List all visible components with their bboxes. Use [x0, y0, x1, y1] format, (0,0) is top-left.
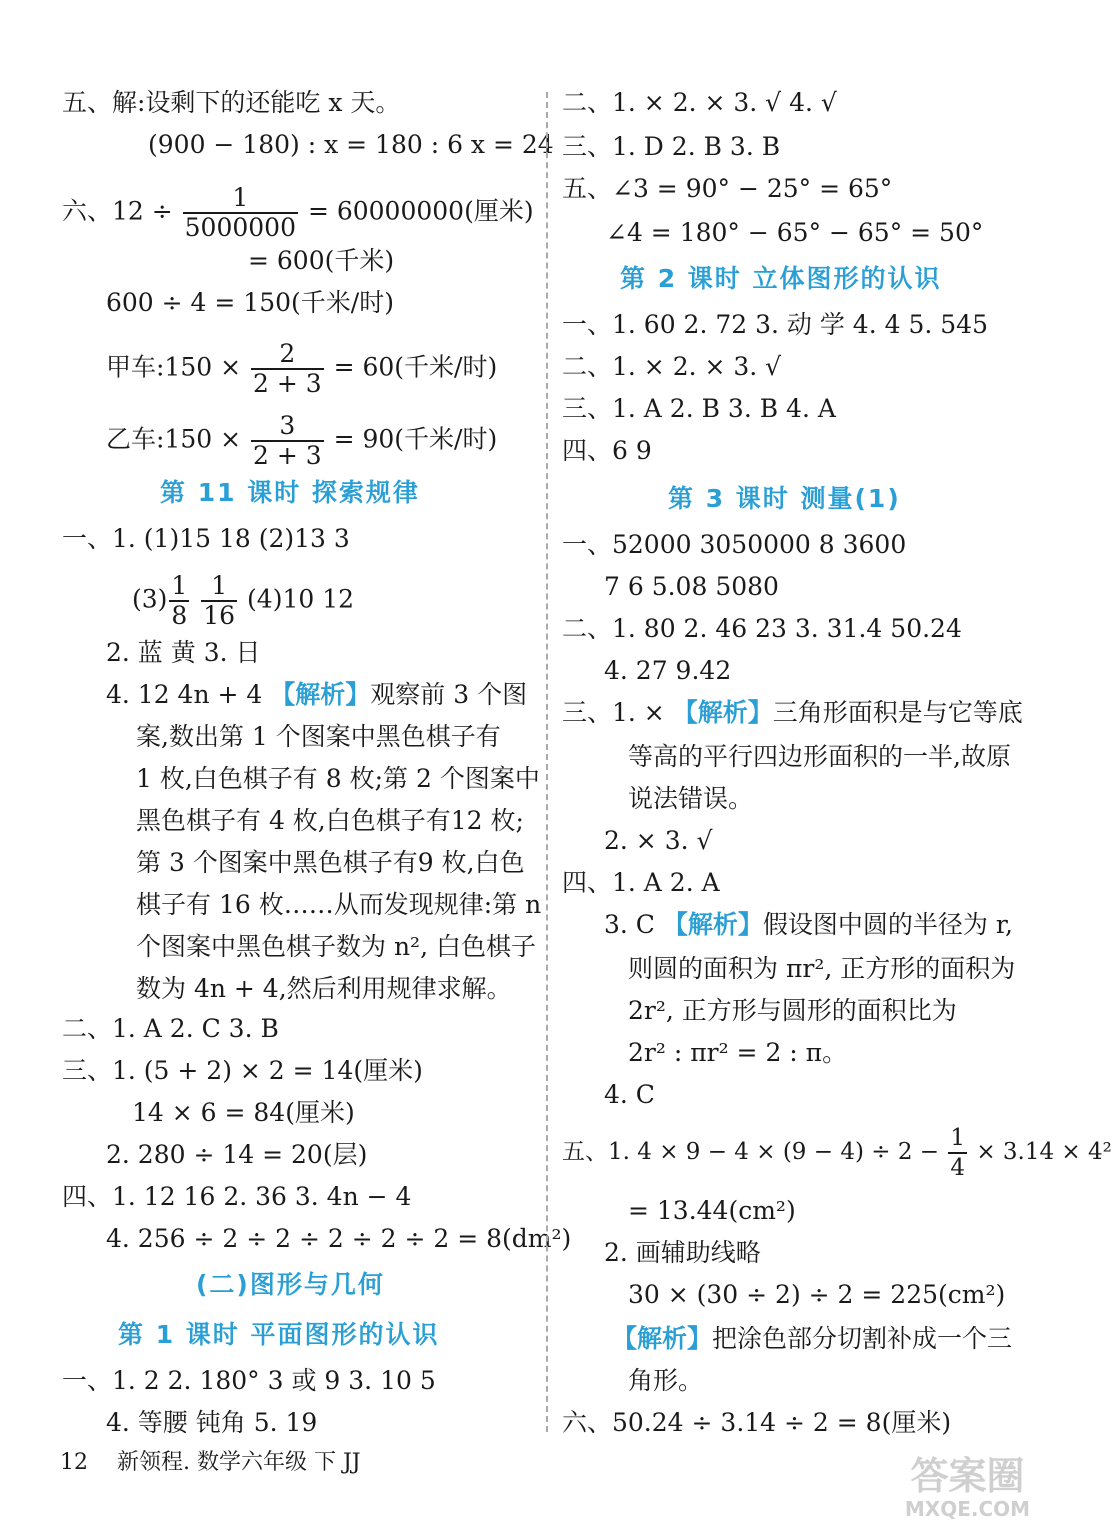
answer-6-line-3: 600 ÷ 4 = 150(千米/时) — [106, 288, 394, 317]
answer-6-line-4: 甲车:150 × $\frac{2}{2 + 3}$ = 60(千米/时) — [106, 339, 498, 398]
answer-line: 五、∠3 = 90° − 25° = 65° — [562, 174, 893, 203]
answer-line-analysis: 3. C 【解析】假设图中圆的半径为 r, — [604, 910, 1013, 939]
page-footer — [60, 1445, 361, 1476]
answer-line: 4. 等腰 钝角 5. 19 — [106, 1408, 318, 1437]
answer-line: 2. 蓝 黄 3. 日 — [106, 638, 261, 667]
fraction: $\frac{2}{2 + 3}$ — [252, 339, 322, 398]
analysis-text: 等高的平行四边形面积的一半,故原 — [628, 742, 1011, 771]
analysis-text: 角形。 — [628, 1366, 704, 1395]
answer-line: 三、1. (5 + 2) × 2 = 14(厘米) — [62, 1056, 423, 1085]
answer-line: 四、6 9 — [562, 436, 652, 465]
analysis-text: 2r², 正方形与圆形的面积比为 — [628, 996, 957, 1025]
answer-line: 二、1. × 2. × 3. √ 4. √ — [562, 88, 837, 117]
fraction: $\frac{1}{5000000}$ — [184, 183, 296, 242]
answer-6-line-2: = 600(千米) — [248, 246, 395, 275]
fraction: $\frac{1}{4}$ — [950, 1125, 966, 1181]
answer-line: ∠4 = 180° − 65° − 65° = 50° — [606, 218, 984, 247]
answer-6-line-1: 六、12 ÷ $\frac{1}{5000000}$ = 60000000(厘米) — [62, 183, 534, 242]
answer-line: 4. C — [604, 1080, 655, 1109]
analysis-text: 则圆的面积为 πr², 正方形的面积为 — [628, 954, 1016, 983]
answer-line: 2. 280 ÷ 14 = 20(层) — [106, 1140, 368, 1169]
answer-line: 一、52000 3050000 8 3600 — [562, 530, 907, 559]
analysis-text: 说法错误。 — [628, 784, 754, 813]
analysis-tag: 【解析】 — [672, 698, 773, 727]
section-heading-lesson-1: 第 1 课时 平面图形的认识 — [118, 1320, 440, 1349]
answer-line-fraction: 五、1. 4 × 9 − 4 × (9 − 4) ÷ 2 − $\frac{1}{4}$ × 3.14 × 4² — [562, 1125, 1112, 1181]
section-heading-lesson-2: 第 2 课时 立体图形的认识 — [620, 264, 942, 293]
answer-line: 二、1. × 2. × 3. √ — [562, 352, 782, 381]
analysis-text: 个图案中黑色棋子数为 n², 白色棋子 — [136, 932, 536, 961]
answer-line-analysis: 三、1. × 【解析】三角形面积是与它等底 — [562, 698, 1023, 727]
analysis-tag: 【解析】 — [612, 1324, 713, 1353]
answer-line: 三、1. D 2. B 3. B — [562, 132, 781, 161]
answer-line: 二、1. A 2. C 3. B — [62, 1014, 279, 1043]
analysis-tag: 【解析】 — [662, 910, 763, 939]
section-heading-geometry: (二)图形与几何 — [196, 1270, 385, 1299]
answer-line: 2. 画辅助线略 — [604, 1238, 761, 1267]
answer-line: 三、1. A 2. B 3. B 4. A — [562, 394, 836, 423]
analysis-text: 棋子有 16 枚……从而发现规律:第 n — [136, 890, 542, 919]
answer-line: 7 6 5.08 5080 — [604, 572, 779, 601]
page-number: 12 — [60, 1450, 88, 1475]
answer-line: 六、50.24 ÷ 3.14 ÷ 2 = 8(厘米) — [562, 1408, 952, 1437]
column-divider — [546, 92, 548, 1432]
answer-line-analysis: 4. 12 4n + 4 【解析】观察前 3 个图 — [106, 680, 528, 709]
answer-line: 一、1. (1)15 18 (2)13 3 — [62, 524, 350, 553]
answer-line-analysis: 【解析】把涂色部分切割补成一个三 — [612, 1324, 1013, 1353]
answer-line: 一、1. 2 2. 180° 3 或 9 3. 10 5 — [62, 1366, 436, 1395]
answer-6-line-5: 乙车:150 × $\frac{3}{2 + 3}$ = 90(千米/时) — [106, 411, 498, 470]
analysis-text: 1 枚,白色棋子有 8 枚;第 2 个图案中 — [136, 764, 540, 793]
answer-5-equation: (900 − 180) : x = 180 : 6 x = 24 — [148, 130, 554, 159]
watermark-logo: 答案圈 MXQE.COM — [904, 1454, 1031, 1521]
analysis-text: 数为 4n + 4,然后利用规律求解。 — [136, 974, 512, 1003]
fraction: $\frac{1}{16}$ — [203, 571, 236, 630]
analysis-text: 第 3 个图案中黑色棋子有9 枚,白色 — [136, 848, 525, 877]
answer-line: 2. × 3. √ — [604, 826, 713, 855]
analysis-tag: 【解析】 — [270, 680, 371, 709]
book-title: 新领程. 数学六年级 下 JJ — [117, 1450, 361, 1475]
analysis-text: 2r² : πr² = 2 : π。 — [628, 1038, 848, 1067]
section-heading-lesson-3: 第 3 课时 测量(1) — [668, 484, 901, 513]
answer-line: 四、1. A 2. A — [562, 868, 720, 897]
answer-line: 一、1. 60 2. 72 3. 动 学 4. 4 5. 545 — [562, 310, 988, 339]
answer-line: 4. 256 ÷ 2 ÷ 2 ÷ 2 ÷ 2 ÷ 2 = 8(dm²) — [106, 1224, 572, 1253]
answer-line: 四、1. 12 16 2. 36 3. 4n − 4 — [62, 1182, 412, 1211]
answer-5-line: 五、解:设剩下的还能吃 x 天。 — [62, 88, 401, 117]
answer-line: = 13.44(cm²) — [628, 1196, 796, 1225]
fraction: $\frac{1}{8}$ — [171, 571, 188, 630]
fraction: $\frac{3}{2 + 3}$ — [252, 411, 322, 470]
answer-line: 4. 27 9.42 — [604, 656, 732, 685]
analysis-text: 黑色棋子有 4 枚,白色棋子有12 枚; — [136, 806, 524, 835]
answer-line: 30 × (30 ÷ 2) ÷ 2 = 225(cm²) — [628, 1280, 1006, 1309]
analysis-text: 案,数出第 1 个图案中黑色棋子有 — [136, 722, 501, 751]
answer-line-fractions: (3) $\frac{1}{8}$ $\frac{1}{16}$ (4)10 12 — [132, 571, 355, 630]
answer-line: 二、1. 80 2. 46 23 3. 31.4 50.24 — [562, 614, 962, 643]
section-heading-lesson-11: 第 11 课时 探索规律 — [160, 478, 420, 507]
answer-line: 14 × 6 = 84(厘米) — [132, 1098, 355, 1127]
